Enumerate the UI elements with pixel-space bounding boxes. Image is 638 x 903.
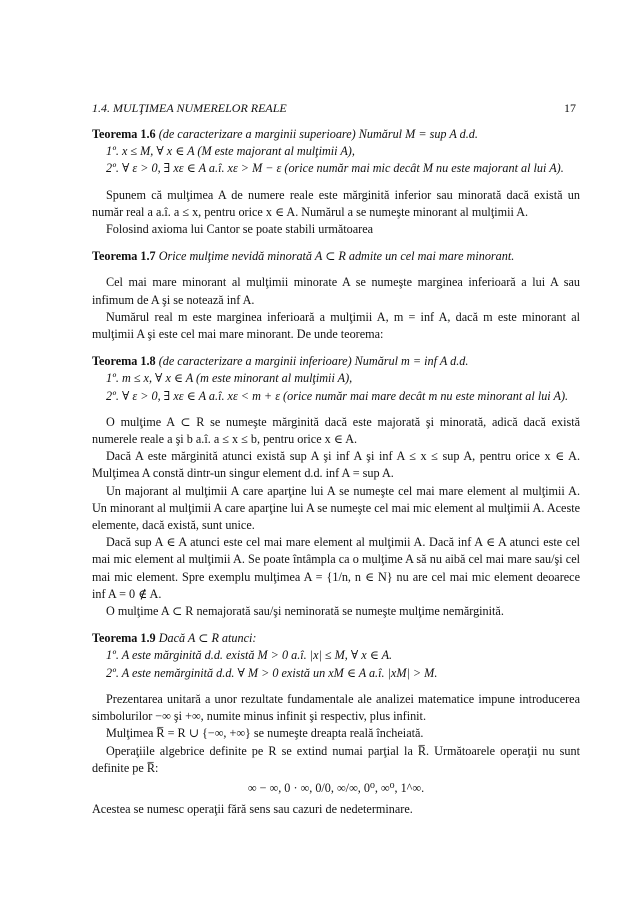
paragraph-bounded-set: O mulţime A ⊂ R se numeşte mărginită dacă este majorată şi minorată, adică dacă există numerele reale a şi b a.î. a ≤ x ≤ b, pentru orice x ∈ A. — [92, 414, 580, 447]
page-number: 17 — [564, 101, 576, 115]
theorem-1-6-line-2: 1º. x ≤ M, ∀ x ∈ A (M este majorant al mulţimii A), — [106, 144, 355, 159]
section-title: 1.4. MULŢIMEA NUMERELOR REALE — [92, 101, 287, 115]
theorem-1-8-line-2: 1º. m ≤ x, ∀ x ∈ A (m este minorant al mulţimii A), — [106, 371, 353, 386]
paragraph-indeterminate-cases: Acestea se numesc operaţii fără sens sau cazuri de nedeterminare. — [92, 802, 413, 817]
paragraph-infimum-characterization: Numărul real m este marginea inferioară a mulţimii A, m = inf A, dacă m este minorant al mulţimii A şi este cel mai mare minorant. De unde teorema: — [92, 309, 580, 342]
theorem-1-7 — [92, 248, 580, 265]
paragraph-minorant-definition: Spunem că mulţimea A de numere reale este mărginită inferior sau minorată dacă există un număr real a a.î. a ≤ x, pentru orice x ∈ A. Numărul a se numeşte minorant al mulţimii A. — [92, 187, 580, 219]
running-header — [92, 100, 576, 117]
paragraph-cantor: Folosind axioma lui Cantor se poate stabili următoarea — [106, 222, 374, 237]
theorem-1-6-line-1: (de caracterizare a marginii superioare) Numărul M = sup A d.d. — [158, 127, 478, 141]
theorem-1-8-line-3: 2º. ∀ ε > 0, ∃ xε ∈ A a.î. xε < m + ε (orice număr mai mare decât m nu este minorant al lui A). — [106, 388, 569, 403]
theorem-1-9-line-1: Dacă A ⊂ R atunci: — [158, 631, 257, 646]
paragraph-unbounded-set: O mulţime A ⊂ R nemajorată sau/şi neminorată se numeşte mulţime nemărginită. — [106, 604, 504, 619]
paragraph-infimum-definition: Cel mai mare minorant al mulţimii minorate A se numeşte marginea inferioară a lui A sau infimum de A şi se notează inf A. — [92, 275, 580, 307]
theorem-1-8-heading — [92, 353, 580, 370]
paragraph-extended-real-line: Mulţimea R̅ = R ∪ {−∞, +∞} se numeşte dreapta reală încheiată. — [106, 726, 424, 741]
theorem-1-7-name: Teorema 1.7 — [92, 249, 156, 264]
theorem-1-7-text: Orice mulţime nevidă minorată A ⊂ R admite un cel mai mare minorant. — [158, 249, 515, 264]
theorem-1-6-heading — [92, 126, 580, 143]
theorem-1-9-name: Teorema 1.9 — [92, 631, 156, 646]
theorem-1-9-line-2: 1º. A este mărginită d.d. există M > 0 a.î. |x| ≤ M, ∀ x ∈ A. — [106, 648, 393, 663]
display-indeterminate-forms: ∞ − ∞, 0 · ∞, 0/0, ∞/∞, 0⁰, ∞⁰, 1^∞. — [247, 780, 425, 795]
theorem-1-6-line-3: 2º. ∀ ε > 0, ∃ xε ∈ A a.î. xε > M − ε (orice număr mai mic decât M nu este majorant al lui A). — [106, 161, 564, 176]
page-body — [92, 126, 580, 818]
theorem-1-8-name: Teorema 1.8 — [92, 354, 156, 369]
paragraph-sup-in-set: Dacă sup A ∈ A atunci este cel mai mare element al mulţimii A. Dacă inf A ∈ A atunci este cel mai mic element al mulţimii A. Se poate întâmpla ca o mulţime A să nu aibă cel mai mare sau/şi cel mai mic element. Spre exemplu mulţimea A = {1/n, n ∈ N} nu are cel mai mic element deoarece inf A = 0 ∉ A. — [92, 535, 580, 601]
theorem-1-9-heading — [92, 630, 580, 647]
theorem-1-9-line-3: 2º. A este nemărginită d.d. ∀ M > 0 există un xM ∈ A a.î. |xM| > M. — [106, 665, 438, 680]
paragraph-max-min-element: Un majorant al mulţimii A care aparţine lui A se numeşte cel mai mare element al mulţimii A. Un minorant al mulţimii A care aparţine lui A se numeşte cel mai mic element al mulţimii A. Aceste elemente, dacă există, sunt unice. — [92, 483, 580, 533]
paragraph-undefined-operations: Operaţiile algebrice definite pe R se extind numai parţial la R̅. Următoarele operaţii nu sunt definite pe R̅: — [92, 743, 580, 775]
theorem-1-8-line-1: (de caracterizare a marginii inferioare) Numărul m = inf A d.d. — [158, 354, 469, 369]
theorem-1-6-name: Teorema 1.6 — [92, 127, 156, 141]
paragraph-infinity-symbols: Prezentarea unitară a unor rezultate fundamentale ale analizei matematice impune introducerea simbolurilor −∞ şi +∞, numite minus infinit şi respectiv, plus infinit. — [92, 691, 580, 724]
paragraph-bounded-sup-inf: Dacă A este mărginită atunci există sup A şi inf A şi inf A ≤ x ≤ sup A, pentru orice x ∈ A. Mulţimea A constă dintr-un singur element d.d. inf A = sup A. — [92, 449, 580, 481]
